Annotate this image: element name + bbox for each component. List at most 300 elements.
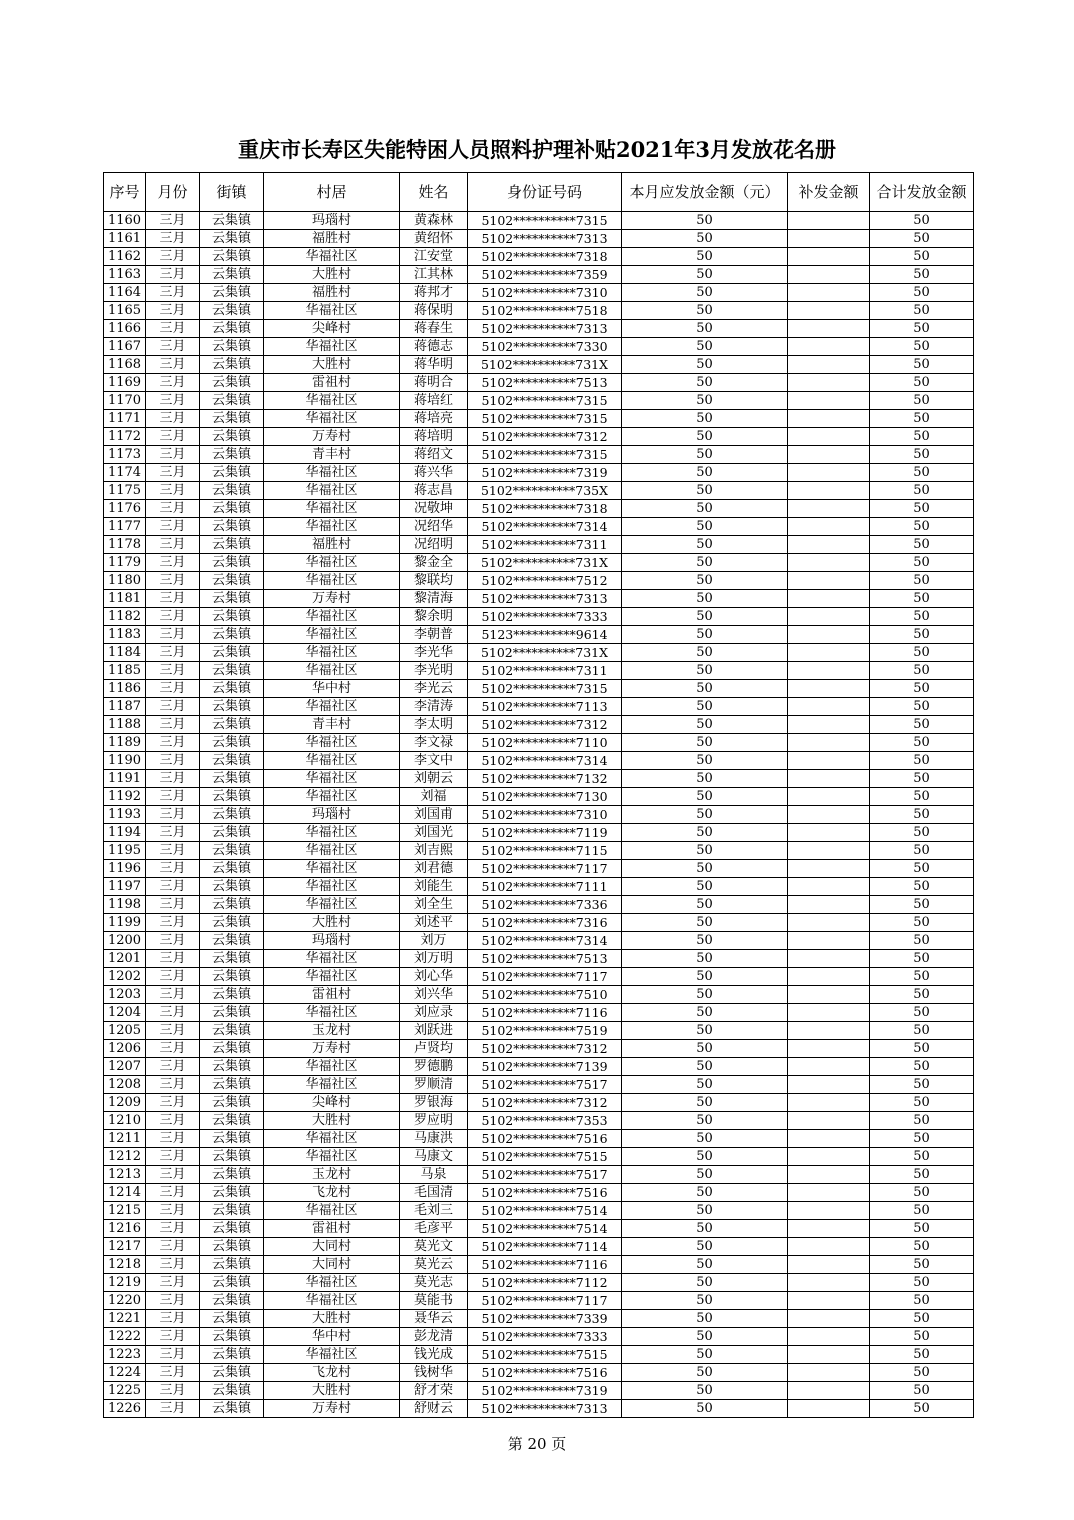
- back-pay-cell: [788, 572, 870, 590]
- name-cell: 马泉: [400, 1166, 468, 1184]
- id-number-cell: 5102**********7515: [468, 1148, 622, 1166]
- total-cell: 50: [870, 446, 974, 464]
- month-cell: 三月: [146, 1274, 200, 1292]
- amount-due-cell: 50: [622, 1148, 788, 1166]
- table-row: [104, 824, 974, 842]
- id-number-cell: 5102**********7116: [468, 1004, 622, 1022]
- total-cell: 50: [870, 734, 974, 752]
- table-row: [104, 320, 974, 338]
- id-number-cell: 5102**********7318: [468, 248, 622, 266]
- table-row: [104, 356, 974, 374]
- village-cell: 华福社区: [264, 698, 400, 716]
- total-cell: 50: [870, 860, 974, 878]
- id-number-cell: 5102**********7512: [468, 572, 622, 590]
- month-cell: 三月: [146, 1364, 200, 1382]
- back-pay-cell: [788, 464, 870, 482]
- back-pay-cell: [788, 626, 870, 644]
- total-cell: 50: [870, 698, 974, 716]
- id-number-cell: 5102**********7114: [468, 1238, 622, 1256]
- seq-cell: 1202: [104, 968, 146, 986]
- total-cell: 50: [870, 824, 974, 842]
- amount-due-cell: 50: [622, 212, 788, 230]
- total-cell: 50: [870, 1202, 974, 1220]
- back-pay-cell: [788, 374, 870, 392]
- town-cell: 云集镇: [200, 338, 264, 356]
- header-month: 月份: [146, 173, 200, 212]
- id-number-cell: 5102**********7333: [468, 608, 622, 626]
- name-cell: 李朝普: [400, 626, 468, 644]
- total-cell: 50: [870, 338, 974, 356]
- village-cell: 华福社区: [264, 1292, 400, 1310]
- table-row: [104, 572, 974, 590]
- town-cell: 云集镇: [200, 950, 264, 968]
- back-pay-cell: [788, 1040, 870, 1058]
- amount-due-cell: 50: [622, 1238, 788, 1256]
- name-cell: 毛彦平: [400, 1220, 468, 1238]
- month-cell: 三月: [146, 284, 200, 302]
- village-cell: 华福社区: [264, 950, 400, 968]
- id-number-cell: 5102**********7116: [468, 1256, 622, 1274]
- total-cell: 50: [870, 1220, 974, 1238]
- month-cell: 三月: [146, 1166, 200, 1184]
- back-pay-cell: [788, 1112, 870, 1130]
- table-row: [104, 464, 974, 482]
- table-row: [104, 1076, 974, 1094]
- total-cell: 50: [870, 230, 974, 248]
- seq-cell: 1185: [104, 662, 146, 680]
- total-cell: 50: [870, 662, 974, 680]
- town-cell: 云集镇: [200, 554, 264, 572]
- seq-cell: 1204: [104, 1004, 146, 1022]
- seq-cell: 1194: [104, 824, 146, 842]
- village-cell: 华福社区: [264, 1148, 400, 1166]
- total-cell: 50: [870, 1328, 974, 1346]
- town-cell: 云集镇: [200, 428, 264, 446]
- village-cell: 青丰村: [264, 716, 400, 734]
- village-cell: 华福社区: [264, 554, 400, 572]
- town-cell: 云集镇: [200, 392, 264, 410]
- town-cell: 云集镇: [200, 590, 264, 608]
- month-cell: 三月: [146, 266, 200, 284]
- month-cell: 三月: [146, 482, 200, 500]
- back-pay-cell: [788, 428, 870, 446]
- table-row: [104, 1184, 974, 1202]
- amount-due-cell: 50: [622, 320, 788, 338]
- table-row: [104, 1400, 974, 1418]
- table-row: [104, 230, 974, 248]
- name-cell: 李太明: [400, 716, 468, 734]
- village-cell: 华福社区: [264, 1076, 400, 1094]
- total-cell: 50: [870, 788, 974, 806]
- total-cell: 50: [870, 716, 974, 734]
- id-number-cell: 5102**********7517: [468, 1166, 622, 1184]
- name-cell: 刘君德: [400, 860, 468, 878]
- total-cell: 50: [870, 878, 974, 896]
- month-cell: 三月: [146, 1184, 200, 1202]
- month-cell: 三月: [146, 680, 200, 698]
- month-cell: 三月: [146, 824, 200, 842]
- seq-cell: 1167: [104, 338, 146, 356]
- name-cell: 卢贤均: [400, 1040, 468, 1058]
- name-cell: 钱树华: [400, 1364, 468, 1382]
- village-cell: 雷祖村: [264, 986, 400, 1004]
- total-cell: 50: [870, 1148, 974, 1166]
- village-cell: 大胜村: [264, 356, 400, 374]
- seq-cell: 1174: [104, 464, 146, 482]
- town-cell: 云集镇: [200, 968, 264, 986]
- seq-cell: 1225: [104, 1382, 146, 1400]
- total-cell: 50: [870, 626, 974, 644]
- town-cell: 云集镇: [200, 536, 264, 554]
- total-cell: 50: [870, 806, 974, 824]
- month-cell: 三月: [146, 428, 200, 446]
- back-pay-cell: [788, 284, 870, 302]
- id-number-cell: 5102**********731X: [468, 356, 622, 374]
- table-row: [104, 1238, 974, 1256]
- town-cell: 云集镇: [200, 482, 264, 500]
- town-cell: 云集镇: [200, 626, 264, 644]
- seq-cell: 1186: [104, 680, 146, 698]
- amount-due-cell: 50: [622, 374, 788, 392]
- total-cell: 50: [870, 752, 974, 770]
- village-cell: 华福社区: [264, 788, 400, 806]
- amount-due-cell: 50: [622, 536, 788, 554]
- month-cell: 三月: [146, 1004, 200, 1022]
- month-cell: 三月: [146, 446, 200, 464]
- id-number-cell: 5102**********7312: [468, 428, 622, 446]
- total-cell: 50: [870, 554, 974, 572]
- name-cell: 马康文: [400, 1148, 468, 1166]
- table-row: [104, 482, 974, 500]
- total-cell: 50: [870, 284, 974, 302]
- amount-due-cell: 50: [622, 1364, 788, 1382]
- table-row: [104, 1094, 974, 1112]
- seq-cell: 1222: [104, 1328, 146, 1346]
- town-cell: 云集镇: [200, 1238, 264, 1256]
- amount-due-cell: 50: [622, 1004, 788, 1022]
- month-cell: 三月: [146, 662, 200, 680]
- month-cell: 三月: [146, 572, 200, 590]
- village-cell: 华福社区: [264, 842, 400, 860]
- id-number-cell: 5102**********7110: [468, 734, 622, 752]
- village-cell: 华中村: [264, 680, 400, 698]
- name-cell: 刘朝云: [400, 770, 468, 788]
- total-cell: 50: [870, 1112, 974, 1130]
- seq-cell: 1178: [104, 536, 146, 554]
- table-row: [104, 770, 974, 788]
- month-cell: 三月: [146, 500, 200, 518]
- town-cell: 云集镇: [200, 752, 264, 770]
- seq-cell: 1168: [104, 356, 146, 374]
- name-cell: 毛国清: [400, 1184, 468, 1202]
- amount-due-cell: 50: [622, 788, 788, 806]
- name-cell: 蒋华明: [400, 356, 468, 374]
- month-cell: 三月: [146, 1076, 200, 1094]
- seq-cell: 1196: [104, 860, 146, 878]
- name-cell: 莫光云: [400, 1256, 468, 1274]
- amount-due-cell: 50: [622, 680, 788, 698]
- month-cell: 三月: [146, 1400, 200, 1418]
- total-cell: 50: [870, 1292, 974, 1310]
- total-cell: 50: [870, 932, 974, 950]
- total-cell: 50: [870, 770, 974, 788]
- table-row: [104, 392, 974, 410]
- town-cell: 云集镇: [200, 896, 264, 914]
- month-cell: 三月: [146, 644, 200, 662]
- month-cell: 三月: [146, 410, 200, 428]
- name-cell: 刘国甫: [400, 806, 468, 824]
- id-number-cell: 5102**********7510: [468, 986, 622, 1004]
- seq-cell: 1211: [104, 1130, 146, 1148]
- amount-due-cell: 50: [622, 1112, 788, 1130]
- village-cell: 华福社区: [264, 482, 400, 500]
- id-number-cell: 5102**********7315: [468, 680, 622, 698]
- back-pay-cell: [788, 1076, 870, 1094]
- table-row: [104, 662, 974, 680]
- seq-cell: 1164: [104, 284, 146, 302]
- amount-due-cell: 50: [622, 626, 788, 644]
- id-number-cell: 5102**********7359: [468, 266, 622, 284]
- name-cell: 黎金全: [400, 554, 468, 572]
- table-row: [104, 212, 974, 230]
- back-pay-cell: [788, 1238, 870, 1256]
- header-name: 姓名: [400, 173, 468, 212]
- amount-due-cell: 50: [622, 1346, 788, 1364]
- total-cell: 50: [870, 950, 974, 968]
- seq-cell: 1163: [104, 266, 146, 284]
- amount-due-cell: 50: [622, 824, 788, 842]
- table-row: [104, 1364, 974, 1382]
- amount-due-cell: 50: [622, 1220, 788, 1238]
- seq-cell: 1216: [104, 1220, 146, 1238]
- name-cell: 黎联均: [400, 572, 468, 590]
- village-cell: 大胜村: [264, 914, 400, 932]
- back-pay-cell: [788, 1346, 870, 1364]
- back-pay-cell: [788, 1274, 870, 1292]
- village-cell: 华福社区: [264, 608, 400, 626]
- name-cell: 况敬坤: [400, 500, 468, 518]
- seq-cell: 1161: [104, 230, 146, 248]
- seq-cell: 1199: [104, 914, 146, 932]
- seq-cell: 1198: [104, 896, 146, 914]
- total-cell: 50: [870, 1400, 974, 1418]
- back-pay-cell: [788, 644, 870, 662]
- village-cell: 华福社区: [264, 968, 400, 986]
- back-pay-cell: [788, 248, 870, 266]
- back-pay-cell: [788, 320, 870, 338]
- month-cell: 三月: [146, 1202, 200, 1220]
- total-cell: 50: [870, 608, 974, 626]
- month-cell: 三月: [146, 752, 200, 770]
- back-pay-cell: [788, 1058, 870, 1076]
- back-pay-cell: [788, 698, 870, 716]
- total-cell: 50: [870, 248, 974, 266]
- amount-due-cell: 50: [622, 986, 788, 1004]
- town-cell: 云集镇: [200, 320, 264, 338]
- village-cell: 华中村: [264, 1328, 400, 1346]
- total-cell: 50: [870, 320, 974, 338]
- seq-cell: 1187: [104, 698, 146, 716]
- seq-cell: 1189: [104, 734, 146, 752]
- amount-due-cell: 50: [622, 1382, 788, 1400]
- name-cell: 江其林: [400, 266, 468, 284]
- village-cell: 华福社区: [264, 644, 400, 662]
- id-number-cell: 5102**********7117: [468, 968, 622, 986]
- town-cell: 云集镇: [200, 680, 264, 698]
- id-number-cell: 5102**********7318: [468, 500, 622, 518]
- back-pay-cell: [788, 1202, 870, 1220]
- back-pay-cell: [788, 734, 870, 752]
- village-cell: 华福社区: [264, 410, 400, 428]
- village-cell: 大胜村: [264, 1112, 400, 1130]
- seq-cell: 1172: [104, 428, 146, 446]
- header-amount-due: 本月应发放金额（元）: [622, 173, 788, 212]
- amount-due-cell: 50: [622, 302, 788, 320]
- name-cell: 蒋德志: [400, 338, 468, 356]
- seq-cell: 1183: [104, 626, 146, 644]
- total-cell: 50: [870, 1256, 974, 1274]
- id-number-cell: 5102**********7516: [468, 1130, 622, 1148]
- month-cell: 三月: [146, 896, 200, 914]
- town-cell: 云集镇: [200, 1220, 264, 1238]
- name-cell: 舒才荣: [400, 1382, 468, 1400]
- village-cell: 福胜村: [264, 536, 400, 554]
- amount-due-cell: 50: [622, 1400, 788, 1418]
- village-cell: 华福社区: [264, 518, 400, 536]
- back-pay-cell: [788, 392, 870, 410]
- back-pay-cell: [788, 230, 870, 248]
- seq-cell: 1188: [104, 716, 146, 734]
- amount-due-cell: 50: [622, 1166, 788, 1184]
- id-number-cell: 5102**********7132: [468, 770, 622, 788]
- village-cell: 雷祖村: [264, 1220, 400, 1238]
- town-cell: 云集镇: [200, 266, 264, 284]
- id-number-cell: 5102**********7519: [468, 1022, 622, 1040]
- name-cell: 罗德鹏: [400, 1058, 468, 1076]
- town-cell: 云集镇: [200, 356, 264, 374]
- amount-due-cell: 50: [622, 1040, 788, 1058]
- town-cell: 云集镇: [200, 1130, 264, 1148]
- total-cell: 50: [870, 464, 974, 482]
- id-number-cell: 5102**********7315: [468, 392, 622, 410]
- seq-cell: 1179: [104, 554, 146, 572]
- town-cell: 云集镇: [200, 1202, 264, 1220]
- header-village: 村居: [264, 173, 400, 212]
- table-row: [104, 1382, 974, 1400]
- village-cell: 尖峰村: [264, 320, 400, 338]
- month-cell: 三月: [146, 518, 200, 536]
- name-cell: 李光明: [400, 662, 468, 680]
- amount-due-cell: 50: [622, 392, 788, 410]
- village-cell: 大胜村: [264, 1382, 400, 1400]
- table-row: [104, 536, 974, 554]
- id-number-cell: 5102**********7319: [468, 1382, 622, 1400]
- seq-cell: 1192: [104, 788, 146, 806]
- table-row: [104, 932, 974, 950]
- month-cell: 三月: [146, 392, 200, 410]
- id-number-cell: 5102**********7514: [468, 1220, 622, 1238]
- id-number-cell: 5102**********7119: [468, 824, 622, 842]
- amount-due-cell: 50: [622, 572, 788, 590]
- table-row: [104, 500, 974, 518]
- amount-due-cell: 50: [622, 914, 788, 932]
- village-cell: 万寿村: [264, 1040, 400, 1058]
- back-pay-cell: [788, 608, 870, 626]
- amount-due-cell: 50: [622, 734, 788, 752]
- id-number-cell: 5102**********7313: [468, 230, 622, 248]
- seq-cell: 1210: [104, 1112, 146, 1130]
- back-pay-cell: [788, 662, 870, 680]
- village-cell: 华福社区: [264, 626, 400, 644]
- amount-due-cell: 50: [622, 230, 788, 248]
- table-row: [104, 896, 974, 914]
- table-row: [104, 1148, 974, 1166]
- id-number-cell: 5102**********7314: [468, 752, 622, 770]
- town-cell: 云集镇: [200, 1022, 264, 1040]
- month-cell: 三月: [146, 932, 200, 950]
- header-id-number: 身份证号码: [468, 173, 622, 212]
- id-number-cell: 5102**********735X: [468, 482, 622, 500]
- village-cell: 大胜村: [264, 266, 400, 284]
- back-pay-cell: [788, 356, 870, 374]
- id-number-cell: 5102**********7130: [468, 788, 622, 806]
- name-cell: 莫能书: [400, 1292, 468, 1310]
- back-pay-cell: [788, 896, 870, 914]
- total-cell: 50: [870, 896, 974, 914]
- month-cell: 三月: [146, 302, 200, 320]
- roster-table: [103, 172, 974, 1418]
- back-pay-cell: [788, 788, 870, 806]
- table-row: [104, 878, 974, 896]
- id-number-cell: 5102**********7313: [468, 320, 622, 338]
- town-cell: 云集镇: [200, 1058, 264, 1076]
- month-cell: 三月: [146, 1256, 200, 1274]
- back-pay-cell: [788, 1400, 870, 1418]
- table-row: [104, 752, 974, 770]
- back-pay-cell: [788, 446, 870, 464]
- amount-due-cell: 50: [622, 1202, 788, 1220]
- total-cell: 50: [870, 1238, 974, 1256]
- id-number-cell: 5102**********7115: [468, 842, 622, 860]
- village-cell: 青丰村: [264, 446, 400, 464]
- month-cell: 三月: [146, 248, 200, 266]
- seq-cell: 1166: [104, 320, 146, 338]
- table-row: [104, 374, 974, 392]
- town-cell: 云集镇: [200, 1040, 264, 1058]
- month-cell: 三月: [146, 1310, 200, 1328]
- table-row: [104, 1112, 974, 1130]
- table-row: [104, 734, 974, 752]
- total-cell: 50: [870, 644, 974, 662]
- back-pay-cell: [788, 752, 870, 770]
- back-pay-cell: [788, 1004, 870, 1022]
- total-cell: 50: [870, 986, 974, 1004]
- id-number-cell: 5102**********7312: [468, 1040, 622, 1058]
- village-cell: 玉龙村: [264, 1022, 400, 1040]
- town-cell: 云集镇: [200, 986, 264, 1004]
- name-cell: 蒋培明: [400, 428, 468, 446]
- village-cell: 华福社区: [264, 1346, 400, 1364]
- back-pay-cell: [788, 950, 870, 968]
- town-cell: 云集镇: [200, 1184, 264, 1202]
- month-cell: 三月: [146, 554, 200, 572]
- back-pay-cell: [788, 338, 870, 356]
- back-pay-cell: [788, 590, 870, 608]
- header-seq: 序号: [104, 173, 146, 212]
- total-cell: 50: [870, 1004, 974, 1022]
- id-number-cell: 5102**********731X: [468, 554, 622, 572]
- seq-cell: 1218: [104, 1256, 146, 1274]
